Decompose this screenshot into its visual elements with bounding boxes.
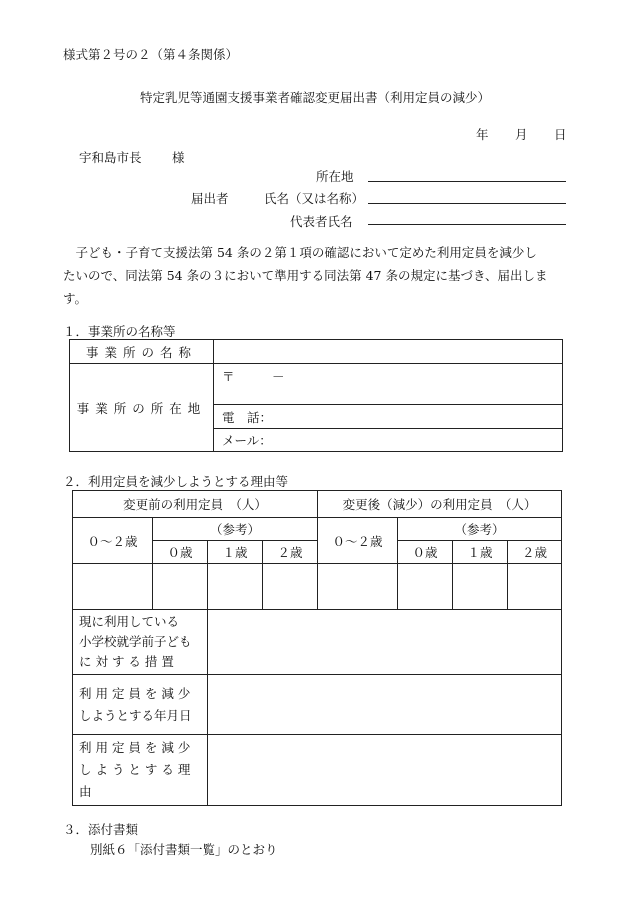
before-age-0: ０歳 — [153, 541, 208, 564]
facility-name-value — [214, 340, 563, 364]
facility-table — [69, 339, 563, 452]
before-value-1 — [208, 564, 263, 610]
postal-field: 〒 － — [214, 364, 563, 405]
phone-field: 電 話： — [214, 405, 563, 429]
before-age-1: １歳 — [208, 541, 263, 564]
reduction-reason-value — [208, 735, 562, 806]
after-age-0-2: ０～２歳 — [318, 518, 398, 564]
date-month: 月 — [515, 127, 528, 142]
capacity-table — [72, 490, 562, 806]
attachment-text: 別紙６「添付書類一覧」のとおり — [90, 842, 278, 857]
after-value-1 — [453, 564, 508, 610]
facility-location-label: 事業所の所在地 — [70, 364, 214, 452]
before-value-0 — [153, 564, 208, 610]
address-underline — [368, 181, 566, 182]
measures-value — [208, 610, 562, 675]
before-value-2 — [263, 564, 318, 610]
facility-name-label: 事業所の名称 — [70, 340, 214, 364]
rep-label: 代表者氏名 — [290, 214, 353, 229]
mail-field: メール： — [214, 429, 563, 452]
after-age-2: ２歳 — [508, 541, 562, 564]
address-label: 所在地 — [316, 169, 354, 184]
date-year: 年 — [476, 127, 489, 142]
addressee-honorific: 様 — [172, 150, 185, 165]
after-age-1: １歳 — [453, 541, 508, 564]
after-ref-label: （参考） — [398, 518, 562, 541]
reduction-reason-label: 利 用 定 員 を 減 少 し よ う と す る 理 由 — [73, 735, 208, 806]
body-line-2: たいので、同法第 54 条の３において準用する同法第 47 条の規定に基づき、届出しま — [63, 268, 548, 283]
rep-underline — [368, 224, 566, 225]
form-number: 様式第２号の２（第４条関係） — [63, 47, 239, 62]
before-capacity-header: 変更前の利用定員 （人） — [73, 491, 318, 518]
before-age-2: ２歳 — [263, 541, 318, 564]
after-age-0: ０歳 — [398, 541, 453, 564]
addressee-name: 宇和島市長 — [79, 150, 142, 165]
applicant-label: 届出者 — [191, 191, 229, 206]
page-title: 特定乳児等通園支援事業者確認変更届出書（利用定員の減少） — [139, 90, 490, 105]
after-value-2 — [508, 564, 562, 610]
before-ref-label: （参考） — [153, 518, 318, 541]
after-value-0-2 — [318, 564, 398, 610]
name-underline — [368, 203, 566, 204]
measures-label: 現に利用している 小学校就学前子ども に 対 す る 措 置 — [73, 610, 208, 675]
body-line-3: す。 — [63, 291, 88, 306]
section1-heading: １．事業所の名称等 — [63, 324, 176, 339]
name-label: 氏名（又は名称） — [264, 191, 365, 206]
after-value-0 — [398, 564, 453, 610]
date-day: 日 — [554, 127, 567, 142]
reduction-date-label: 利 用 定 員 を 減 少 しようとする年月日 — [73, 675, 208, 735]
after-capacity-header: 変更後（減少）の利用定員 （人） — [318, 491, 562, 518]
body-line-1: 子ども・子育て支援法第 54 条の２第１項の確認において定めた利用定員を減少し — [63, 245, 537, 260]
before-value-0-2 — [73, 564, 153, 610]
section2-heading: ２．利用定員を減少しようとする理由等 — [63, 474, 289, 489]
before-age-0-2: ０～２歳 — [73, 518, 153, 564]
reduction-date-value — [208, 675, 562, 735]
section3-heading: ３．添付書類 — [63, 822, 139, 837]
